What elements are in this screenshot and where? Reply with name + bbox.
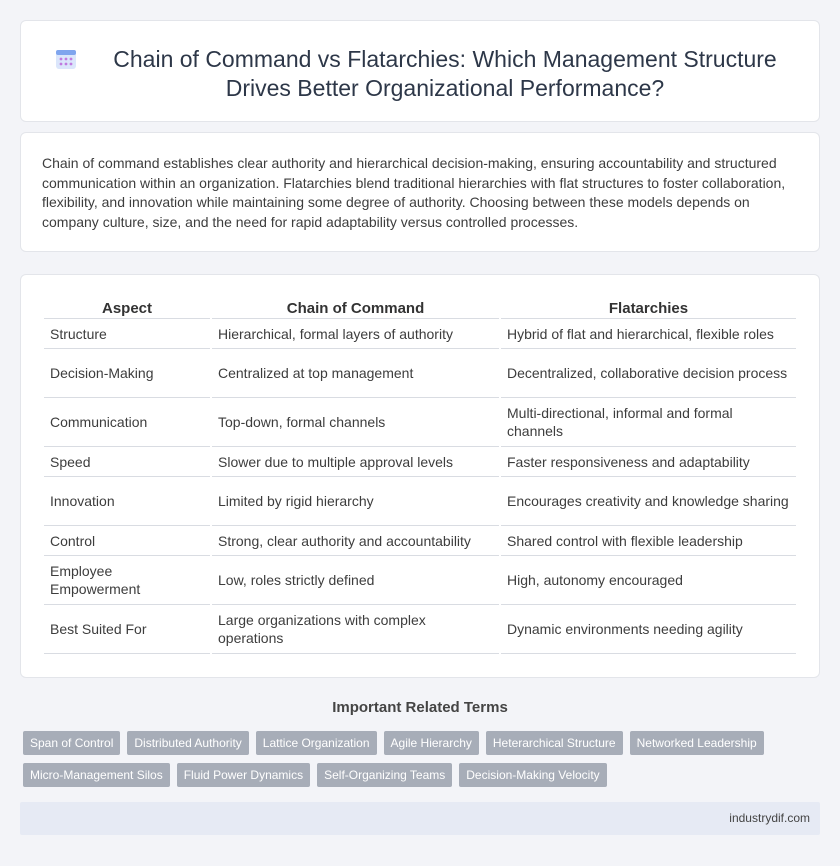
tag-row [23, 763, 803, 787]
aspect-cell: Communication [44, 398, 210, 447]
flat-cell: Dynamic environments needing agility [501, 605, 796, 654]
table-row [44, 447, 796, 477]
chain-cell: Limited by rigid hierarchy [212, 477, 499, 526]
tag-fluid-power-dynamics[interactable]: Fluid Power Dynamics [177, 763, 310, 787]
tag-distributed-authority[interactable]: Distributed Authority [127, 731, 248, 755]
footer-site-link[interactable]: industrydif.com [729, 811, 810, 825]
tag-span-of-control[interactable]: Span of Control [23, 731, 120, 755]
chain-cell: Hierarchical, formal layers of authority [212, 319, 499, 349]
table-row [44, 349, 796, 398]
tag-self-organizing-teams[interactable]: Self-Organizing Teams [317, 763, 452, 787]
tag-lattice-organization[interactable]: Lattice Organization [256, 731, 377, 755]
flat-cell: Encourages creativity and knowledge sharing [501, 477, 796, 526]
chain-cell: Large organizations with complex operations [212, 605, 499, 654]
intro-paragraph: Chain of command establishes clear authority and hierarchical decision-making, ensuring accountability and structured communication within an organization. Flatarchies blend traditional hierarchies with flat structures to foster collaboration, flexibility, and innovation while maintaining some degree of authority. Choosing between these models depends on company culture, size, and the need for rapid adaptability versus controlled processes. [42, 155, 786, 230]
header-flatarchies: Flatarchies [501, 297, 796, 319]
aspect-cell: Speed [44, 447, 210, 477]
tag-networked-leadership[interactable]: Networked Leadership [630, 731, 764, 755]
header-chain-of-command: Chain of Command [212, 297, 499, 319]
flat-cell: Multi-directional, informal and formal channels [501, 398, 796, 447]
related-terms-list [23, 731, 803, 795]
table-row [44, 556, 796, 605]
tag-row [23, 731, 803, 755]
footer [20, 802, 820, 835]
aspect-cell: Best Suited For [44, 605, 210, 654]
chain-cell: Top-down, formal channels [212, 398, 499, 447]
tag-heterarchical-structure[interactable]: Heterarchical Structure [486, 731, 623, 755]
flat-cell: Shared control with flexible leadership [501, 526, 796, 556]
flat-cell: High, autonomy encouraged [501, 556, 796, 605]
flat-cell: Faster responsiveness and adaptability [501, 447, 796, 477]
table-row [44, 398, 796, 447]
tag-micro-management-silos[interactable]: Micro-Management Silos [23, 763, 170, 787]
table-row [44, 526, 796, 556]
aspect-cell: Innovation [44, 477, 210, 526]
aspect-cell: Structure [44, 319, 210, 349]
related-terms-title: Important Related Terms [332, 699, 508, 716]
table-row [44, 477, 796, 526]
page-title: Chain of Command vs Flatarchies: Which Management Structure Drives Better Organizational Performance? [113, 46, 777, 101]
comparison-card [20, 274, 820, 678]
chain-cell: Low, roles strictly defined [212, 556, 499, 605]
aspect-cell: Control [44, 526, 210, 556]
aspect-cell: Employee Empowerment [44, 556, 210, 605]
header-aspect: Aspect [44, 297, 210, 319]
comparison-table [42, 297, 798, 654]
table-row [44, 605, 796, 654]
table-header-row [44, 297, 796, 319]
table-row [44, 319, 796, 349]
intro-card [20, 132, 820, 252]
aspect-cell: Decision-Making [44, 349, 210, 398]
calendar-icon [55, 48, 77, 70]
chain-cell: Strong, clear authority and accountability [212, 526, 499, 556]
flat-cell: Decentralized, collaborative decision process [501, 349, 796, 398]
tag-decision-making-velocity[interactable]: Decision-Making Velocity [459, 763, 606, 787]
flat-cell: Hybrid of flat and hierarchical, flexible roles [501, 319, 796, 349]
tag-agile-hierarchy[interactable]: Agile Hierarchy [384, 731, 479, 755]
chain-cell: Centralized at top management [212, 349, 499, 398]
title-card [20, 20, 820, 122]
chain-cell: Slower due to multiple approval levels [212, 447, 499, 477]
